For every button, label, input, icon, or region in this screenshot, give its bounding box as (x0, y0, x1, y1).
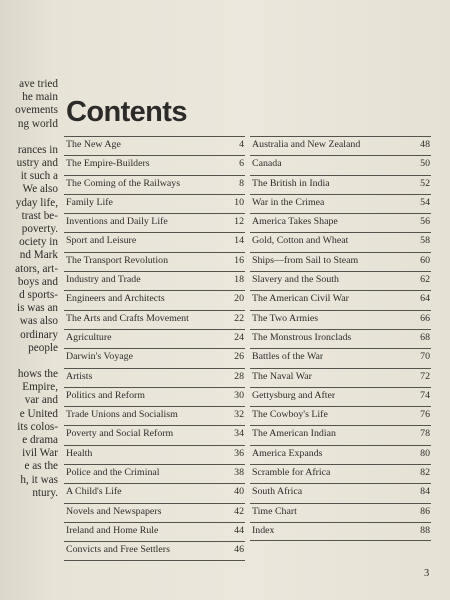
entry-page-number: 56 (420, 216, 430, 228)
contents-column-right (250, 136, 431, 541)
entry-page-number: 60 (420, 254, 430, 266)
contents-entry (250, 503, 431, 522)
entry-page-number: 46 (234, 544, 244, 556)
entry-title: Time Chart (252, 505, 297, 517)
entry-page-number: 80 (420, 447, 430, 459)
entry-title: The Cowboy's Life (252, 409, 328, 421)
entry-title: Politics and Reform (66, 389, 145, 401)
entry-title: The Coming of the Railways (66, 177, 181, 189)
entry-page-number: 74 (420, 389, 430, 401)
entry-page-number: 44 (234, 524, 244, 536)
entry-page-number: 26 (234, 351, 244, 363)
intro-line: We also (22, 183, 58, 196)
intro-line: people (28, 341, 58, 354)
entry-title: Ships—from Sail to Steam (252, 254, 359, 266)
intro-paragraph (0, 78, 58, 131)
contents-entry (64, 406, 245, 425)
contents-entry (64, 194, 245, 213)
entry-title: Canada (252, 158, 282, 170)
contents-entry (250, 464, 431, 483)
intro-line: it such a (20, 170, 58, 183)
entry-page-number: 32 (234, 409, 244, 421)
contents-entry (64, 464, 245, 483)
entry-title: Gettysburg and After (252, 389, 336, 401)
intro-line: nd Mark (19, 249, 58, 262)
entry-title: A Child's Life (66, 486, 122, 498)
contents-entry (250, 348, 431, 367)
entry-title: South Africa (252, 486, 303, 498)
entry-title: Family Life (66, 196, 113, 208)
entry-title: Trade Unions and Socialism (66, 409, 178, 421)
entry-page-number: 4 (239, 139, 244, 150)
entry-title: The New Age (66, 139, 121, 150)
contents-entry (250, 310, 431, 329)
intro-line: boys and (17, 275, 58, 288)
contents-entry (250, 175, 431, 194)
entry-title: War in the Crimea (252, 196, 325, 208)
intro-line: ators, art- (15, 262, 58, 275)
entry-title: Gold, Cotton and Wheat (252, 235, 349, 247)
contents-column-left (64, 136, 245, 561)
entry-page-number: 48 (420, 139, 430, 150)
intro-line: rances in (17, 143, 58, 156)
entry-page-number: 62 (420, 274, 430, 286)
entry-page-number: 78 (420, 428, 430, 440)
entry-page-number: 86 (420, 505, 430, 517)
intro-line: ng world (17, 117, 58, 130)
contents-entry (64, 522, 245, 541)
entry-title: The Naval War (252, 370, 312, 382)
intro-paragraph (0, 144, 58, 355)
entry-title: America Takes Shape (252, 216, 338, 228)
entry-title: Health (66, 447, 93, 459)
contents-entry (250, 483, 431, 502)
entry-page-number: 58 (420, 235, 430, 247)
contents-entry (64, 213, 245, 232)
contents-entry (64, 252, 245, 271)
entry-title: Engineers and Architects (66, 293, 165, 305)
contents-entry (250, 194, 431, 213)
intro-line: is was an (16, 302, 58, 315)
contents-entry (250, 252, 431, 271)
entry-title: Agriculture (66, 331, 112, 343)
intro-line: ivil War (22, 447, 58, 460)
intro-line: its colos- (17, 420, 58, 433)
contents-entry (64, 232, 245, 251)
intro-line: ociety in (19, 236, 58, 249)
entry-title: Police and the Criminal (66, 467, 160, 479)
entry-page-number: 6 (239, 158, 244, 170)
entry-page-number: 68 (420, 331, 430, 343)
contents-entry (64, 541, 245, 560)
entry-title: The American Indian (252, 428, 336, 440)
entry-title: Battles of the War (252, 351, 324, 363)
intro-line: yday life, (15, 196, 58, 209)
intro-line: trast be- (21, 209, 58, 222)
entry-title: Scramble for Africa (252, 467, 331, 479)
intro-line: ave tried (19, 78, 58, 90)
intro-paragraph (0, 368, 58, 500)
entry-page-number: 16 (234, 254, 244, 266)
contents-entry (64, 310, 245, 329)
intro-line: e United (19, 407, 58, 420)
contents-entry (64, 368, 245, 387)
contents-entry (64, 136, 245, 155)
entry-title: Ireland and Home Rule (66, 524, 159, 536)
page-number: 3 (424, 568, 430, 579)
intro-line: ntury. (32, 486, 58, 499)
intro-line: Empire, (22, 381, 58, 394)
contents-entry (250, 136, 431, 155)
contents-entry (250, 329, 431, 348)
entry-page-number: 8 (239, 177, 244, 189)
entry-title: Industry and Trade (66, 274, 141, 286)
contents-entry (64, 425, 245, 444)
entry-page-number: 18 (234, 274, 244, 286)
contents-entry (250, 232, 431, 251)
intro-line: d sports- (19, 289, 58, 302)
entry-page-number: 64 (420, 293, 430, 305)
entry-page-number: 24 (234, 331, 244, 343)
contents-entry (250, 271, 431, 290)
entry-title: Inventions and Daily Life (66, 216, 168, 228)
contents-entry (64, 290, 245, 309)
entry-page-number: 20 (234, 293, 244, 305)
intro-text-fragment (0, 78, 58, 598)
entry-title: The British in India (252, 177, 330, 189)
intro-line: e as the (24, 460, 58, 473)
entry-page-number: 36 (234, 447, 244, 459)
entry-title: Index (252, 524, 275, 536)
entry-page-number: 30 (234, 389, 244, 401)
entry-title: Sport and Leisure (66, 235, 137, 247)
entry-page-number: 72 (420, 370, 430, 382)
entry-page-number: 88 (420, 524, 430, 536)
entry-page-number: 40 (234, 486, 244, 498)
contents-entry (64, 329, 245, 348)
contents-entry (250, 387, 431, 406)
contents-entry (64, 503, 245, 522)
contents-entry (64, 387, 245, 406)
intro-line: poverty. (21, 223, 58, 236)
contents-entry (250, 406, 431, 425)
contents-entry (250, 425, 431, 444)
contents-entry (250, 445, 431, 464)
contents-entry (64, 348, 245, 367)
entry-page-number: 66 (420, 312, 430, 324)
entry-page-number: 42 (234, 505, 244, 517)
entry-title: Poverty and Social Reform (66, 428, 174, 440)
contents-entry (64, 155, 245, 174)
entry-page-number: 50 (420, 158, 430, 170)
contents-entry (64, 271, 245, 290)
intro-line: var and (24, 394, 58, 407)
entry-page-number: 38 (234, 467, 244, 479)
intro-line: h, it was (20, 473, 58, 486)
entry-page-number: 76 (420, 409, 430, 421)
intro-line: ordinary (20, 328, 58, 341)
entry-title: Artists (66, 370, 93, 382)
entry-title: Convicts and Free Settlers (66, 544, 170, 556)
intro-line: hows the (17, 368, 58, 381)
entry-page-number: 10 (234, 196, 244, 208)
contents-entry (64, 483, 245, 502)
entry-title: Australia and New Zealand (252, 139, 361, 150)
intro-line: he main (22, 91, 58, 104)
contents-entry (64, 445, 245, 464)
entry-page-number: 82 (420, 467, 430, 479)
intro-line: ovements (15, 104, 58, 117)
contents-entry (250, 155, 431, 174)
entry-page-number: 34 (234, 428, 244, 440)
entry-title: The Transport Revolution (66, 254, 169, 266)
intro-line: was also (19, 315, 58, 328)
entry-page-number: 70 (420, 351, 430, 363)
entry-page-number: 22 (234, 312, 244, 324)
entry-page-number: 84 (420, 486, 430, 498)
contents-entry (250, 290, 431, 309)
entry-title: Darwin's Voyage (66, 351, 133, 363)
entry-title: The Empire-Builders (66, 158, 150, 170)
entry-title: The Arts and Crafts Movement (66, 312, 189, 324)
entry-title: America Expands (252, 447, 323, 459)
contents-entry (250, 522, 431, 541)
contents-entry (250, 213, 431, 232)
entry-title: The American Civil War (252, 293, 349, 305)
contents-entry (250, 368, 431, 387)
entry-page-number: 14 (234, 235, 244, 247)
entry-page-number: 12 (234, 216, 244, 228)
entry-title: Novels and Newspapers (66, 505, 162, 517)
entry-title: The Two Armies (252, 312, 319, 324)
contents-entry (64, 175, 245, 194)
entry-page-number: 52 (420, 177, 430, 189)
entry-page-number: 28 (234, 370, 244, 382)
intro-line: e drama (22, 434, 58, 447)
entry-title: Slavery and the South (252, 274, 339, 286)
contents-title: Contents (66, 96, 187, 128)
intro-line: ustry and (16, 157, 58, 170)
entry-title: The Monstrous Ironclads (252, 331, 352, 343)
entry-page-number: 54 (420, 196, 430, 208)
